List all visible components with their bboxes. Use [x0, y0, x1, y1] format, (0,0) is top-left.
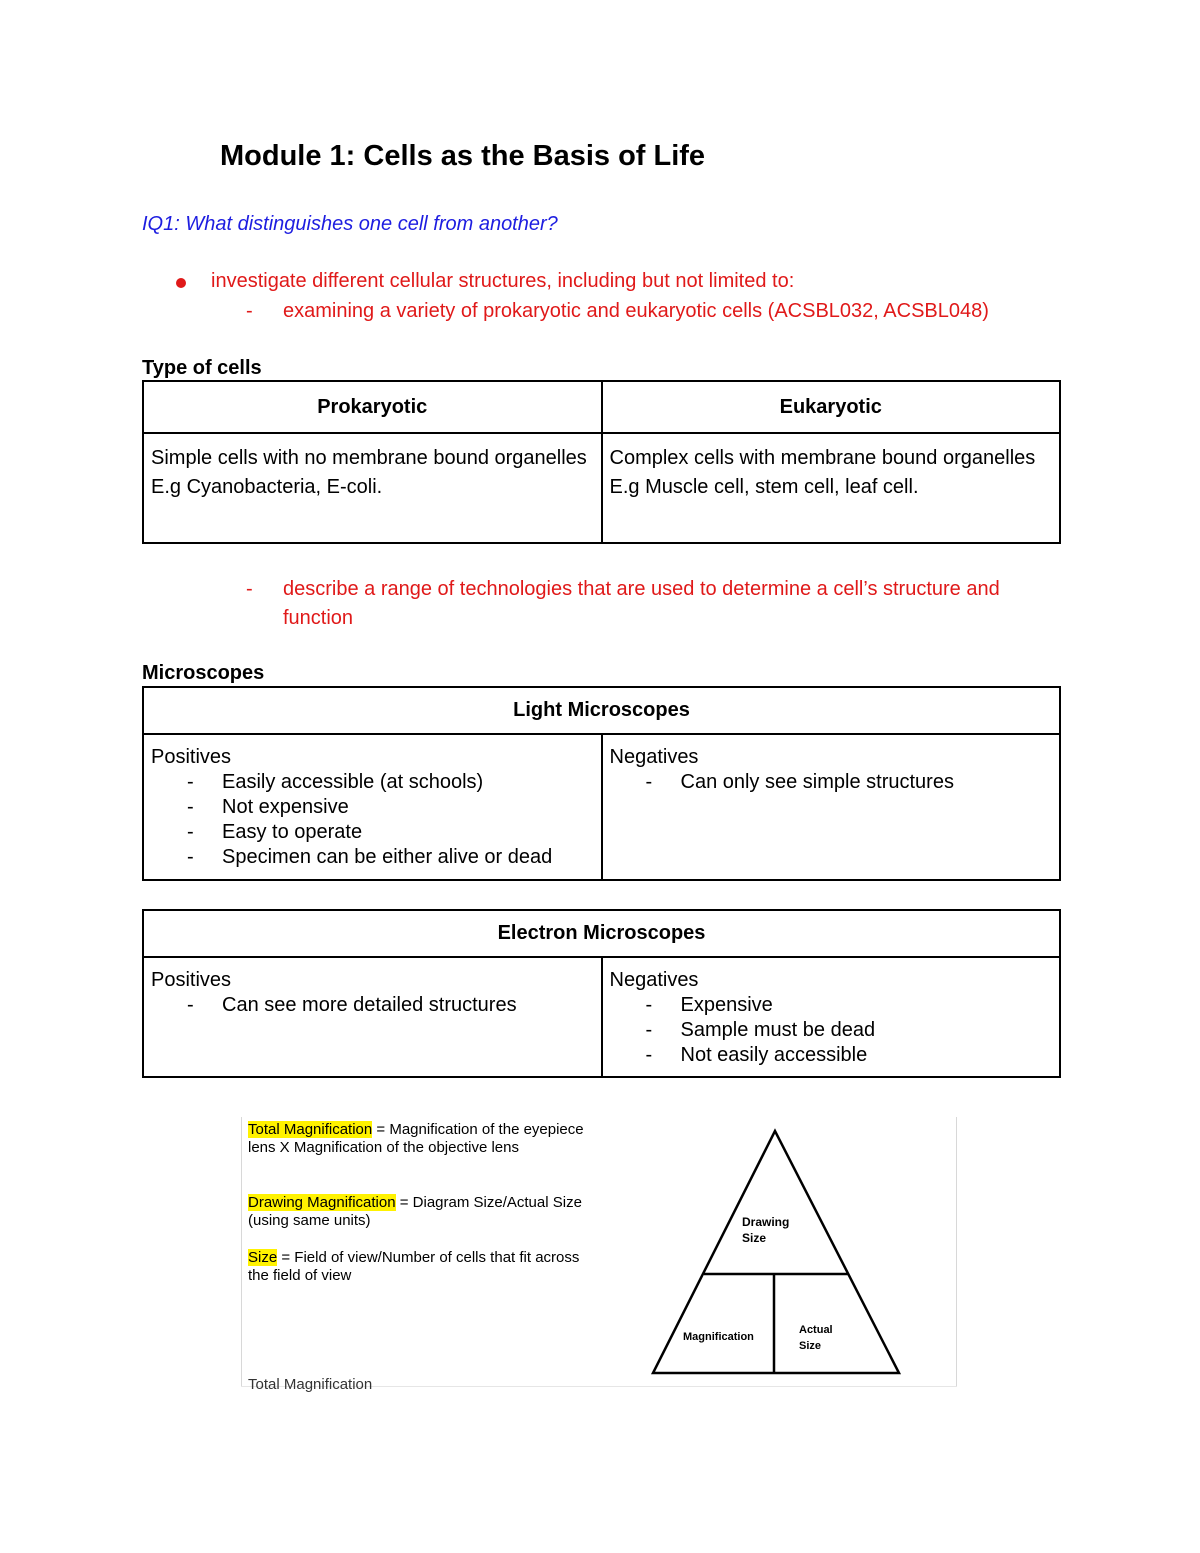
- total-magnification-term: Total Magnification: [248, 1121, 373, 1138]
- cell-types-heading: Type of cells: [142, 357, 262, 379]
- electron-positives-list: [151, 993, 594, 1018]
- bullet-dot-icon: [176, 278, 186, 288]
- magnification-figure: [241, 1117, 957, 1387]
- eukaryotic-description: Complex cells with membrane bound organelles: [609, 447, 1036, 469]
- light-microscope-table: [142, 686, 1061, 881]
- size-formula: Size = Field of view/Number of cells that fit across the field of view: [248, 1249, 580, 1284]
- electron-negatives-list: [610, 993, 1053, 1068]
- drawing-magnification-formula: Drawing Magnification = Diagram Size/Actual Size (using same units): [248, 1194, 582, 1229]
- magnification-triangle: [641, 1125, 911, 1377]
- eukaryotic-examples: E.g Muscle cell, stem cell, leaf cell.: [609, 476, 919, 498]
- cut-off-text: Total Magnification: [248, 1376, 373, 1393]
- outcome-dash-2-text: describe a range of technologies that are used to determine a cell’s structure and function: [283, 578, 1000, 629]
- inquiry-question: IQ1: What distinguishes one cell from another?: [142, 213, 558, 235]
- eukaryotic-cell: [602, 433, 1061, 543]
- light-positives-label: Positives: [151, 746, 232, 768]
- light-microscope-title: Light Microscopes: [143, 687, 1060, 734]
- list-item: - Not expensive: [151, 795, 594, 820]
- electron-positives-label: Positives: [151, 969, 232, 991]
- col-header-prokaryotic: Prokaryotic: [143, 381, 602, 433]
- triangle-top-line1: Drawing: [742, 1215, 790, 1229]
- list-item: - Specimen can be either alive or dead: [151, 845, 594, 870]
- list-item: - Can only see simple structures: [610, 770, 1053, 795]
- triangle-bottom-right-line2: Size: [799, 1340, 822, 1352]
- light-negatives-label: Negatives: [609, 746, 699, 768]
- col-header-eukaryotic: Eukaryotic: [602, 381, 1061, 433]
- size-term: Size: [248, 1249, 278, 1266]
- page-title: Module 1: Cells as the Basis of Life: [220, 140, 706, 172]
- light-positives-cell: [143, 734, 602, 880]
- light-negatives-cell: [602, 734, 1061, 880]
- electron-positives-cell: [143, 957, 602, 1077]
- triangle-top-line2: Size: [742, 1231, 767, 1245]
- electron-negatives-label: Negatives: [609, 969, 699, 991]
- prokaryotic-description: Simple cells with no membrane bound organelles: [151, 447, 587, 469]
- electron-negatives-cell: [602, 957, 1061, 1077]
- prokaryotic-cell: [143, 433, 602, 543]
- list-item: - Not easily accessible: [610, 1043, 1053, 1068]
- outcome-dash-1-text: examining a variety of prokaryotic and eukaryotic cells (ACSBL032, ACSBL048): [283, 300, 989, 322]
- prokaryotic-examples: E.g Cyanobacteria, E-coli.: [151, 476, 383, 498]
- cell-types-table: [142, 380, 1061, 544]
- list-item: - Easily accessible (at schools): [151, 770, 594, 795]
- triangle-bottom-right-line1: Actual: [799, 1324, 833, 1336]
- list-item: - Sample must be dead: [610, 1018, 1053, 1043]
- light-negatives-list: [610, 770, 1053, 795]
- list-item: - Can see more detailed structures: [151, 993, 594, 1018]
- list-item: - Expensive: [610, 993, 1053, 1018]
- electron-microscope-table: [142, 909, 1061, 1078]
- list-item: - Easy to operate: [151, 820, 594, 845]
- microscopes-heading: Microscopes: [142, 662, 265, 684]
- total-magnification-formula: Total Magnification = Magnification of the eyepiece lens X Magnification of the objective lens: [248, 1121, 584, 1156]
- triangle-bottom-left: Magnification: [683, 1331, 754, 1343]
- drawing-magnification-term: Drawing Magnification: [248, 1194, 396, 1211]
- outcome-bullet-text: investigate different cellular structures, including but not limited to:: [211, 270, 795, 292]
- light-positives-list: [151, 770, 594, 870]
- electron-microscope-title: Electron Microscopes: [143, 910, 1060, 957]
